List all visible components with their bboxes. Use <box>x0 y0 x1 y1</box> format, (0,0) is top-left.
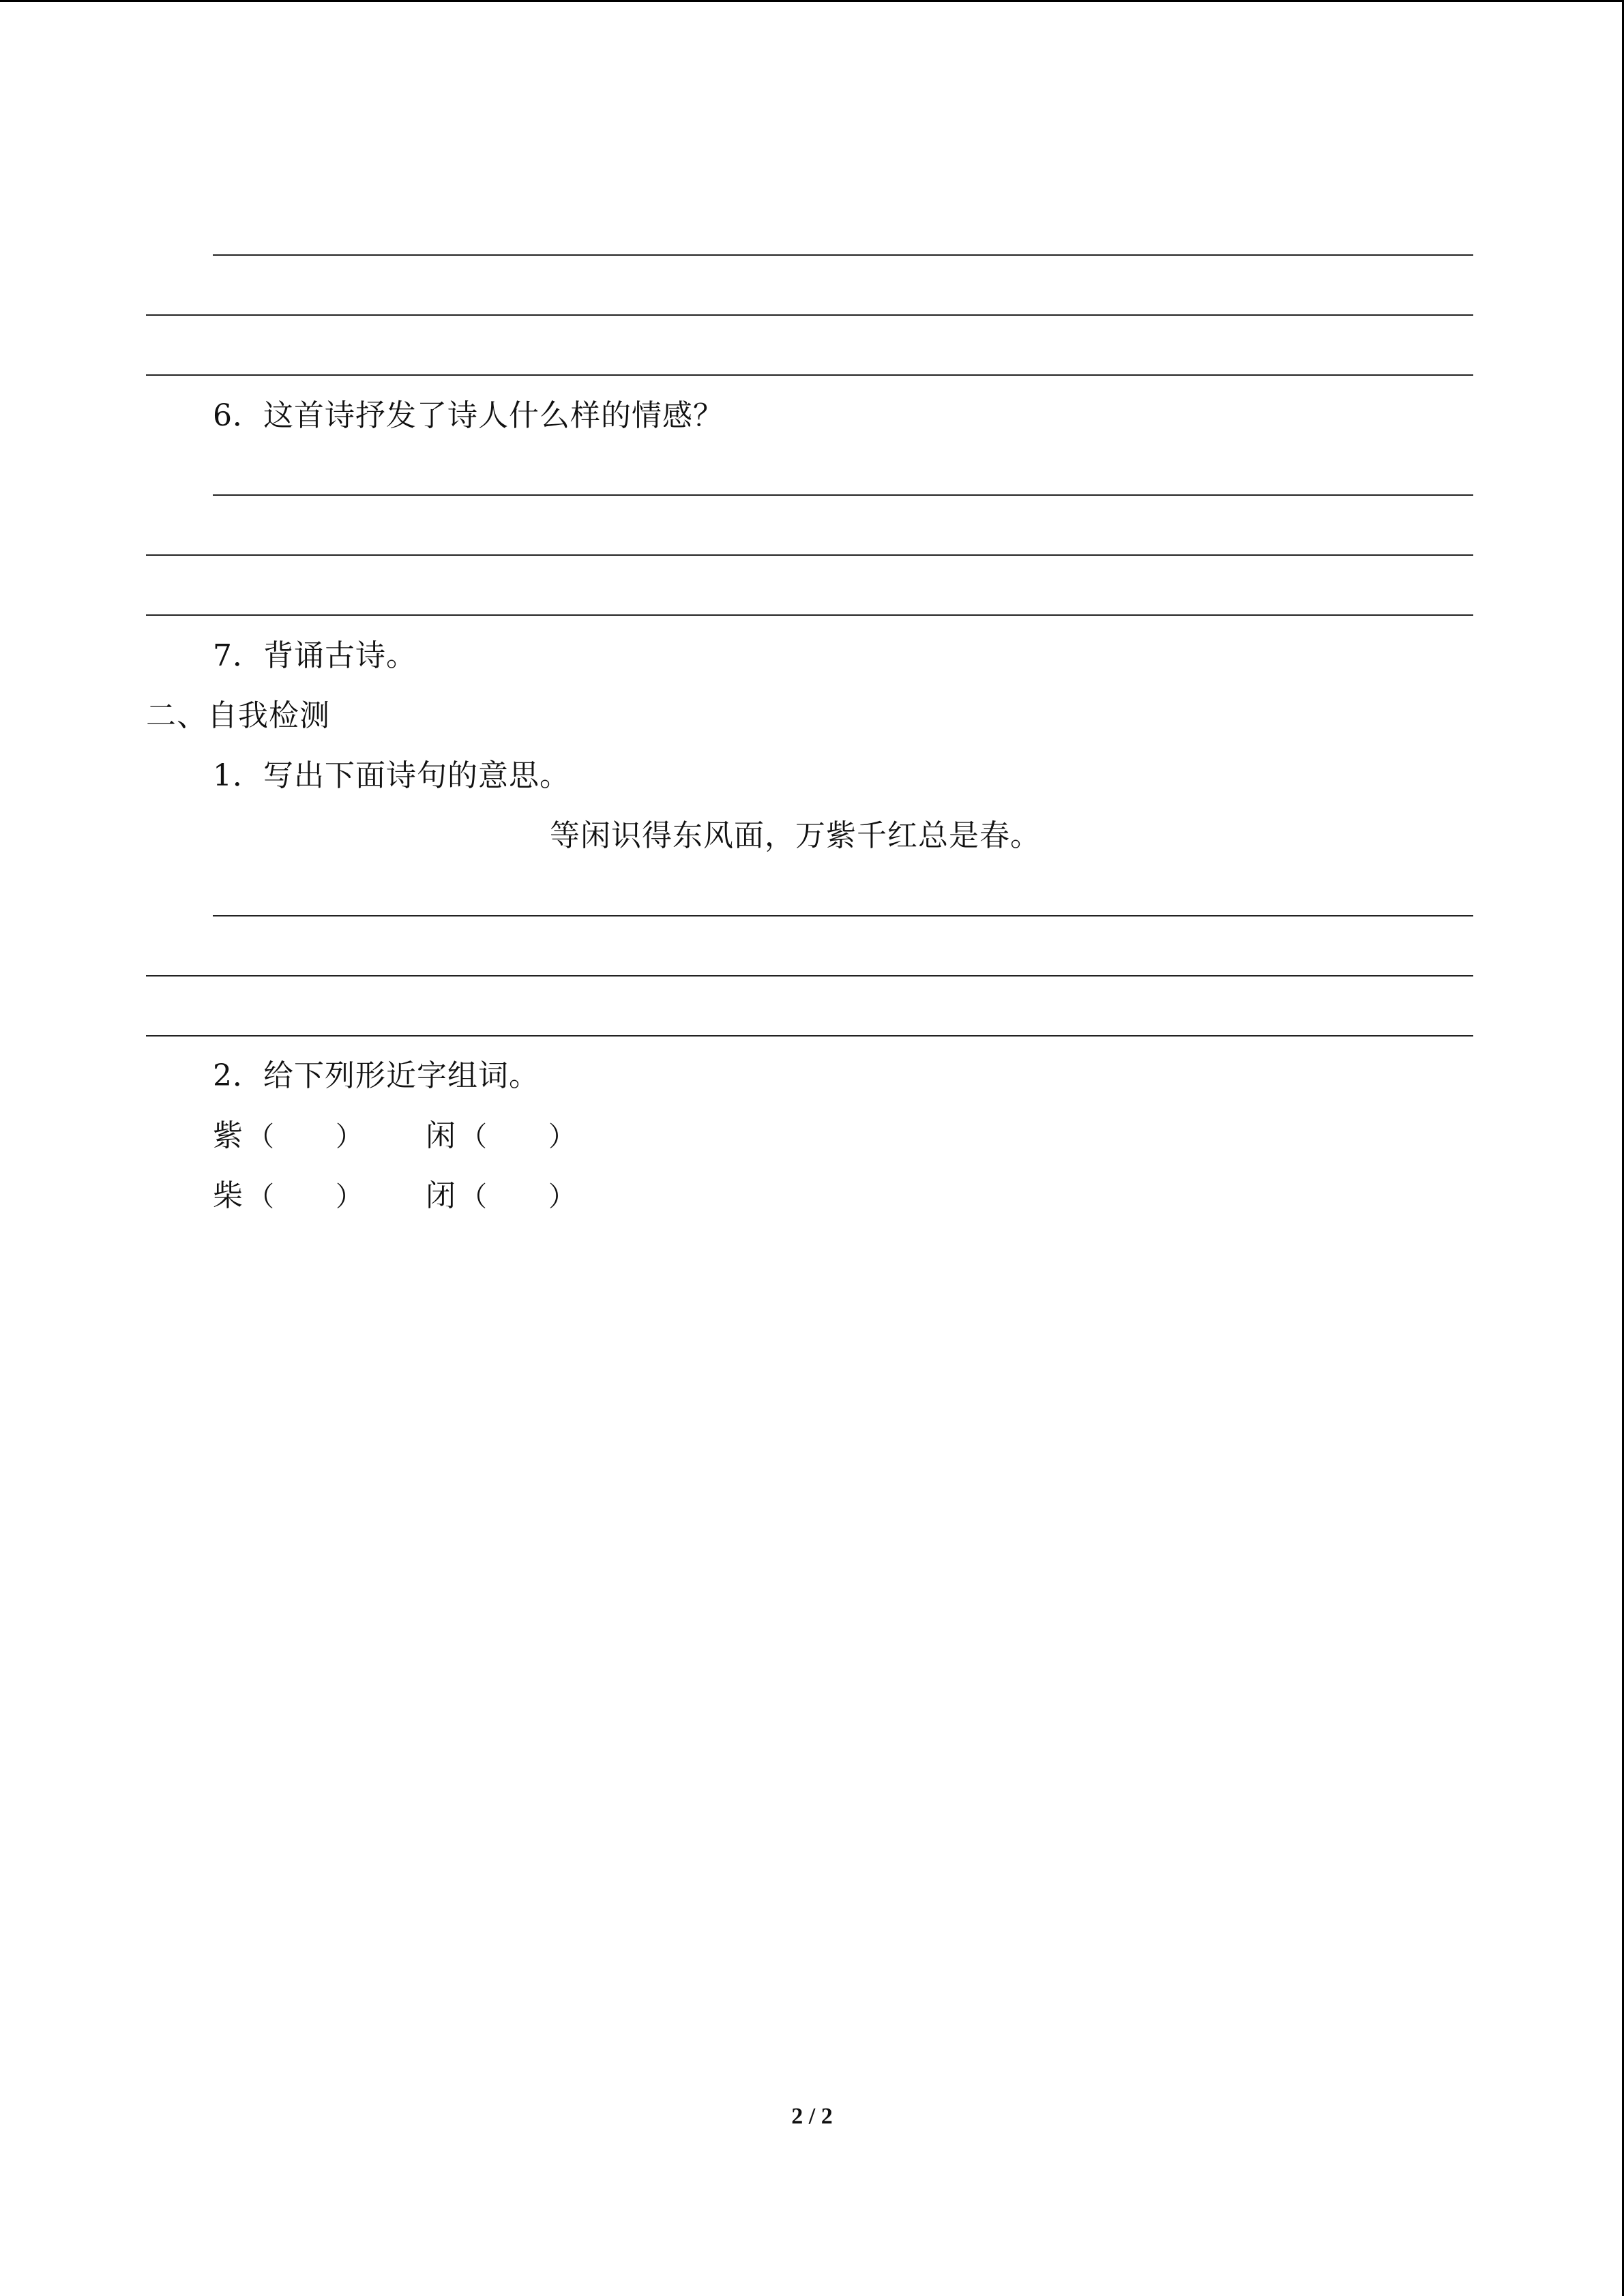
word-group-item[interactable] <box>213 1176 363 1217</box>
question-6-text: 6．这首诗抒发了诗人什么样的情感？ <box>213 398 724 433</box>
open-paren: （ <box>460 1121 487 1152</box>
section-heading: 二、自我检测 <box>146 698 330 733</box>
answer-line[interactable] <box>213 254 1473 256</box>
word-group-item[interactable] <box>213 1116 363 1157</box>
answer-line[interactable] <box>146 614 1473 616</box>
section2-question-2-text: 2．给下列形近字组词。 <box>213 1058 540 1093</box>
answer-line[interactable] <box>213 494 1473 496</box>
answer-line[interactable] <box>213 915 1473 916</box>
close-paren: ） <box>336 1181 363 1212</box>
answer-line[interactable] <box>146 314 1473 316</box>
answer-line[interactable] <box>146 374 1473 376</box>
word-group-item[interactable] <box>426 1116 576 1157</box>
answer-line[interactable] <box>146 554 1473 556</box>
page-number: 2 / 2 <box>791 2104 833 2129</box>
character: 紫 <box>213 1118 243 1153</box>
page-border-top <box>0 0 1624 2</box>
poem-line: 等闲识得东风面，万紫千红总是春。 <box>550 818 1041 853</box>
character: 闲 <box>426 1118 456 1153</box>
close-paren: ） <box>336 1121 363 1152</box>
character: 柴 <box>213 1178 243 1213</box>
close-paren: ） <box>548 1181 576 1212</box>
open-paren: （ <box>247 1181 274 1212</box>
close-paren: ） <box>548 1121 576 1152</box>
word-group-item[interactable] <box>426 1176 576 1217</box>
question-7-text: 7．背诵古诗。 <box>213 638 417 673</box>
answer-line[interactable] <box>146 975 1473 976</box>
section2-question-1-text: 1．写出下面诗句的意思。 <box>213 758 570 793</box>
open-paren: （ <box>247 1121 274 1152</box>
open-paren: （ <box>460 1181 487 1212</box>
character: 闭 <box>426 1178 456 1213</box>
answer-line[interactable] <box>146 1035 1473 1037</box>
